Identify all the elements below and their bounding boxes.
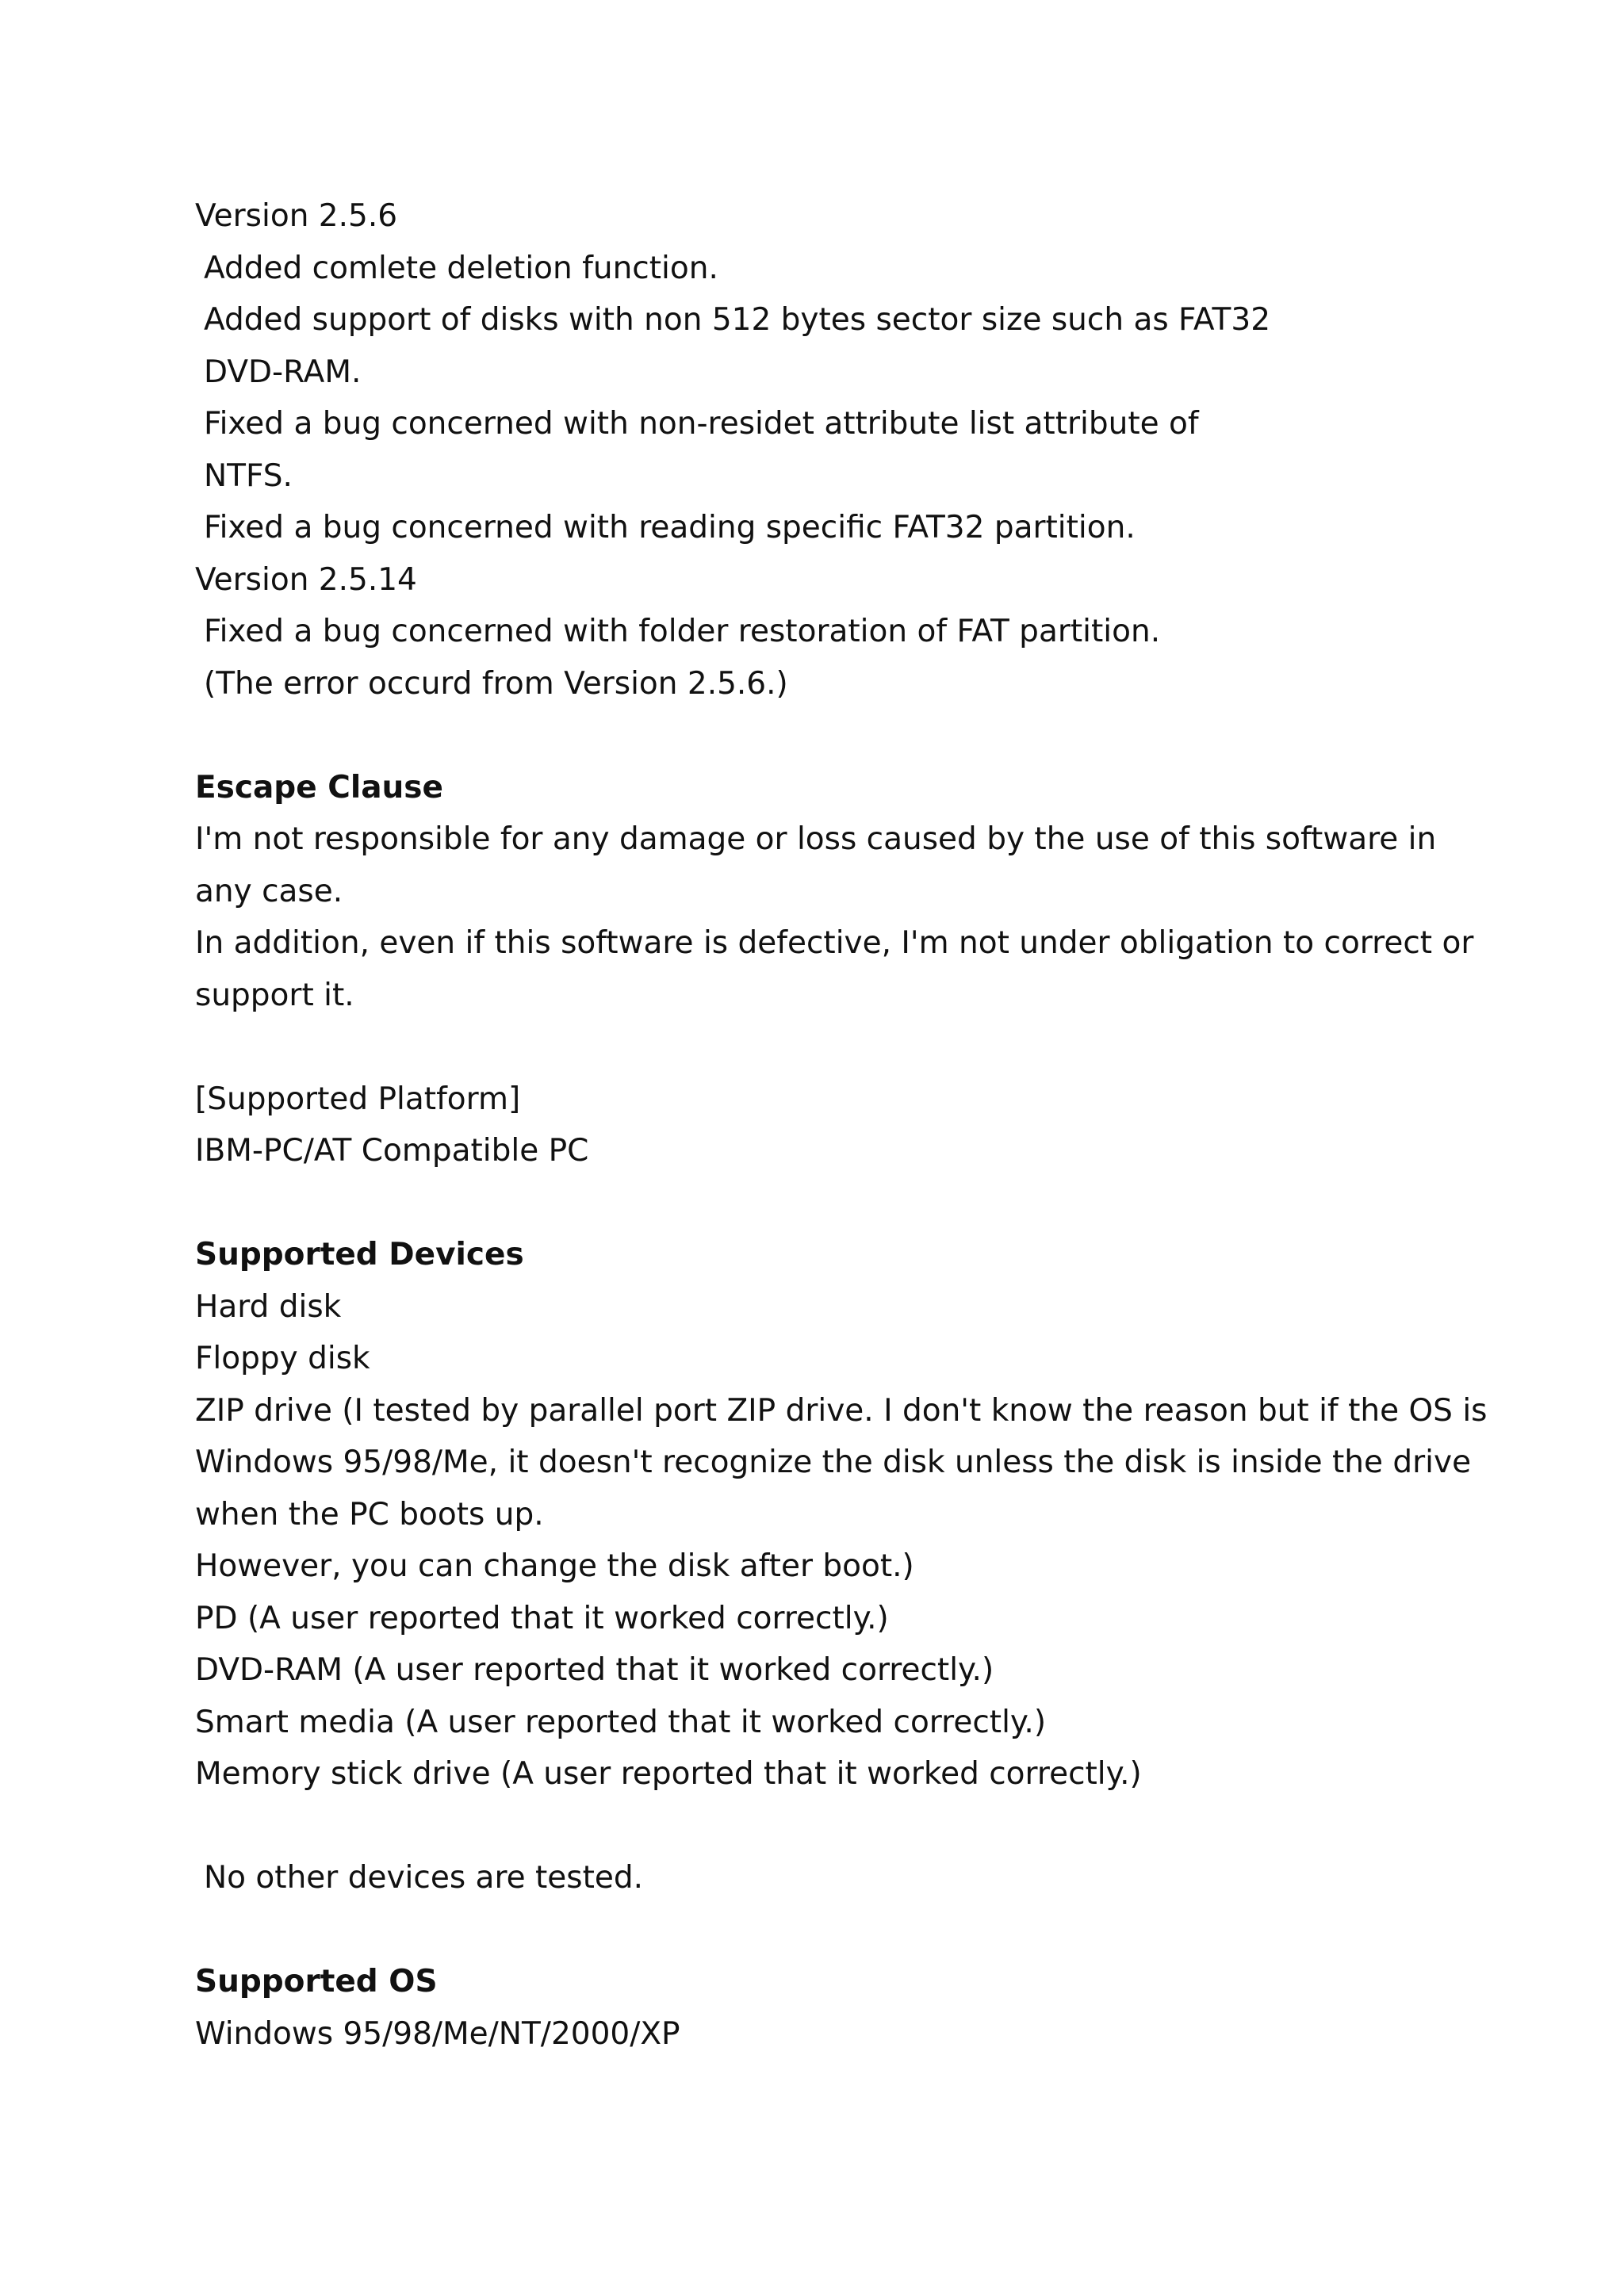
spacer: [195, 1800, 1527, 1853]
device-line: Memory stick drive (A user reported that it worked correctly.): [195, 1756, 1142, 1792]
device-line: PD (A user reported that it worked correctly.): [195, 1600, 889, 1636]
version-2-5-6-item: Fixed a bug concerned with non-residet attribute list attribute of: [204, 406, 1199, 442]
supported-os-heading: Supported OS: [195, 1964, 438, 1999]
version-2-5-6-item: Added support of disks with non 512 bytes sector size such as FAT32: [204, 302, 1271, 338]
escape-clause-line: any case.: [195, 873, 343, 909]
supported-platform-heading: [Supported Platform]: [195, 1081, 521, 1117]
device-line: ZIP drive (I tested by parallel port ZIP drive. I don't know the reason but if the OS is: [195, 1392, 1488, 1429]
supported-os-value: Windows 95/98/Me/NT/2000/XP: [195, 2015, 680, 2052]
version-2-5-6-item: Fixed a bug concerned with reading specific FAT32 partition.: [204, 510, 1136, 545]
version-2-5-6-item: Added comlete deletion function.: [204, 250, 718, 286]
escape-clause-line: support it.: [195, 977, 354, 1013]
escape-clause-line: I'm not responsible for any damage or loss caused by the use of this software in: [195, 821, 1437, 857]
supported-platform-value: IBM-PC/AT Compatible PC: [195, 1133, 589, 1169]
version-2-5-6-item: DVD-RAM.: [204, 354, 362, 390]
version-2-5-14-item: Fixed a bug concerned with folder restoration of FAT partition.: [204, 614, 1161, 649]
device-line: Windows 95/98/Me, it doesn't recognize the disk unless the disk is inside the drive: [195, 1445, 1472, 1480]
escape-clause-heading: Escape Clause: [195, 769, 443, 806]
document-page: [195, 190, 1527, 2060]
version-2-5-14-heading: Version 2.5.14: [195, 561, 417, 598]
device-line: when the PC boots up.: [195, 1496, 544, 1533]
version-2-5-14-item: (The error occurd from Version 2.5.6.): [204, 665, 788, 702]
spacer: [195, 1177, 1527, 1230]
supported-devices-heading: Supported Devices: [195, 1237, 524, 1272]
device-line: Hard disk: [195, 1288, 342, 1325]
spacer: [195, 1904, 1527, 1957]
escape-clause-line: In addition, even if this software is defective, I'm not under obligation to correct or: [195, 925, 1474, 961]
device-line: Floppy disk: [195, 1341, 370, 1376]
spacer: [195, 1021, 1527, 1073]
device-line: DVD-RAM (A user reported that it worked correctly.): [195, 1652, 994, 1688]
device-line: However, you can change the disk after boot.): [195, 1548, 914, 1584]
devices-note: No other devices are tested.: [204, 1860, 644, 1896]
version-2-5-6-heading: Version 2.5.6: [195, 198, 398, 234]
device-line: Smart media (A user reported that it worked correctly.): [195, 1704, 1047, 1740]
spacer: [195, 710, 1527, 762]
version-2-5-6-item: NTFS.: [204, 457, 293, 494]
